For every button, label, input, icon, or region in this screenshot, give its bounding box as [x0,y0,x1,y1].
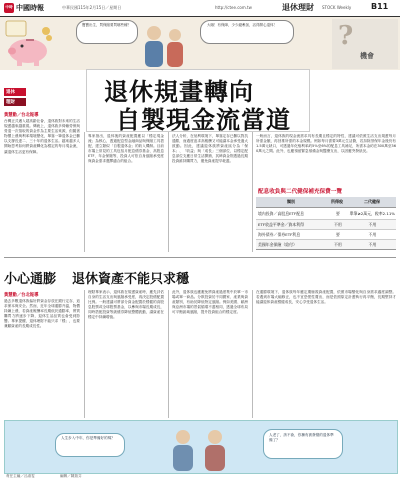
column-divider [252,290,253,418]
footer-editor: 責任主編／呂淑雯 [6,474,35,478]
question-mark-icon: ? [338,21,354,51]
table-title: 配息收負與二代健保補充保費一覽 [258,189,342,195]
tax-table [256,197,396,250]
piggy-bank-icon [2,19,54,69]
article2-title-b: 退休資產不能只求穩 [72,272,190,287]
table-header-health: 二代健保 [364,199,380,204]
table-cell: 不用 [333,241,342,247]
people-illustration-icon [138,21,190,69]
feature-body-col1: 台灣正式邁入超高齡社會，退休族對未來的生活規畫越來越重視。傳統上，退休族多倚賴勞保與勞退一次領取的資金作為主要生活來源，但隨著物價上漲與利率環境變化，單靠一筆退休金已難以支撐長達二、三十年的退休生活。越來越多人開始思考如何將資產轉化為穩定的每月現金流，讓退休生活更有保障。 [4,119,80,154]
table-row [256,220,396,230]
ad-right-text: 人老了，該不會，你擁有被發覺的退休準備了？ [269,433,334,442]
feature-body-col4: 一般而言，退休族的現金流需求具有長期且穩定的特性，建議可依照生活支出規畫每月所需金額，再回推所需的本金規模。例如每月需要3萬元生活費，若扣除勞保年金後仍有1.5萬元缺口，可透過年化殖利率約5%至6%的配息工具補足，所需本金約在300萬至360萬元之間。此外，也應預留緊急預備金與醫療支出，以因應突發狀況。 [256,134,396,154]
banner-bubble-2-text: 大咖！有保障，少少錢參加，活得開心退休！ [207,23,277,27]
article2-body-col4: 在通膨環境下，退休族每年應定期檢視資產配置，依照市場變化與自身需求適度調整。若遇到市場大幅修正，也不宜恐慌性賣出，而是依照原定計畫執行再平衡，長期堅持才能讓退休資產穩健成長，安心享受退休生活。 [256,290,396,305]
table-row [256,208,396,220]
article2-title-a: 小心通膨 [4,272,57,287]
ad-people-icon [165,425,235,471]
feature-title-line1: 退休規畫轉向 [104,78,254,106]
table-cell: 不用 [368,241,377,247]
table-row [256,230,396,240]
table-header-category: 類別 [287,199,295,204]
feature-body-col2: 專家指出，退休後的資產配置應以「穩定現金流」為核心，透過配息型金融商品與保險工具搭配，建立類似「自製退休金」的收入機制。目前市場上常見的工具包括月配息債券基金、高股息ETF、年金保險等，投資人可依自身風險承受度與資金需求選擇適合的組合。 [88,134,164,164]
paper-name: 中國時報 [16,4,44,12]
column-divider [168,290,169,418]
table-cell: 境內投資／高股息ETF配息 [258,210,304,216]
banner [0,17,400,70]
section-title: 退休理財 [282,3,314,12]
table-cell: 不用 [368,231,377,237]
table-cell: 海外債券／債券ETF利息 [258,231,301,237]
table-cell: 美國年金保險（給付） [258,241,297,247]
article-divider [4,257,396,258]
article2-body-col1: 過去多數退休族偏好將資金存放在銀行定存，追求保本與安全。然而，近年全球通膨升溫，物價持續上漲，若資產報酬率長期低於通膨率，實質購買力將逐步下降，退休生活品質也會受到影響。專家提醒，退休理財不能只求「穩」，也要兼顧資產的長期成長性。 [4,299,80,329]
date-line: 中華民國115年2月15日／星期日 [62,5,122,10]
article2-body-col2: 理財專家表示，退休族在規畫資產時，應先評估自身的生活支出與風險承受度，再決定股債配置比例。一般建議可將部分資金配置於穩健的高股息股票或全球股票基金，以參與市場長期成長，同時搭配投資等級債券降低整體波動，讓資產在穩定中持續增值。 [88,290,164,320]
site-url[interactable]: http://ctee.com.tw [215,5,252,10]
table-cell: 要 [335,231,340,237]
table-header-income-tax: 所得稅 [331,199,343,204]
feature-title-line2: 自製現金流當道 [116,106,291,134]
column-divider [168,132,169,252]
table-cell: 要 [335,210,340,216]
table-cell: 不用 [333,221,342,227]
table-cell: ETF收益平準金／資本利得 [258,221,304,227]
banner-bubble-1-text: 寶寶出生，買保險要買哪些種？ [82,23,131,27]
section-tag-text: 退休 [6,90,15,95]
chance-label: 機會 [360,52,374,60]
weekly-label: STOCK Weekly [322,5,352,10]
bottom-ad[interactable] [4,420,398,474]
footer-layout-editor: 編輯／陳瑞芬 [60,474,82,478]
column-divider [84,132,85,252]
column-divider [84,290,85,418]
feature-body-col3: 法人分析，在低利環境下，單靠定存已難以對抗通膨，而過度追求高報酬又可能讓本金承受過大波動。因此，建議退休族將資產區分為「保本」、「收益」與「成長」三個部位，以穩定配息部位支應日常生活開銷，其餘資金則透過長期投資維持購買力，避免資產提早耗盡。 [172,134,248,164]
feature-byline: 黃慧勤／台北報導 [4,113,39,118]
article2-byline: 黃慧勤／台北報導 [4,293,39,298]
table-cell: 單筆≥2萬元，稅率2.11% [349,210,396,216]
ad-left-text: 人生步入中年，你是準備好的嗎？ [61,436,115,440]
column-divider [252,132,253,252]
masthead [0,0,400,17]
section-tag-2-text: 理財 [6,100,15,105]
paper-logo-text: 中時 [5,5,13,9]
article2-body-col3: 此外，退休族也應避免將資產過度集中於單一市場或單一商品。分散投資於不同國家、產業與資產類別，有助於降低特定風險。例如美國、歐洲與亞洲市場的景氣循環不盡相同，透過全球布局可平衡區域風險，提升投資組合的穩定度。 [172,290,248,315]
table-row [256,240,396,250]
page-number: B11 [371,2,389,11]
table-cell: 不用 [368,221,377,227]
table-header-row [256,197,396,208]
